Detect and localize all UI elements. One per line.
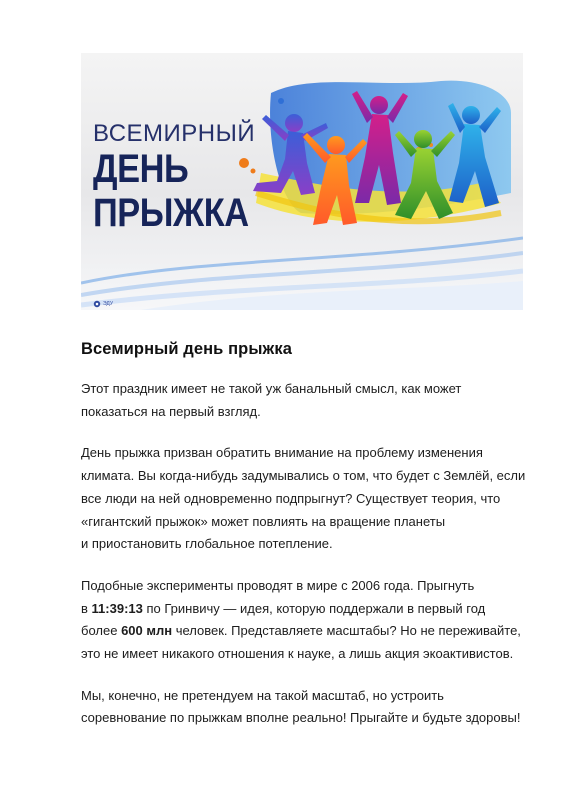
- participant-count: 600 млн: [121, 623, 173, 639]
- text-line: это не имеет никакого отношения к науке, а лишь акция экоактивистов.: [81, 646, 514, 662]
- text-line: показаться на первый взгляд.: [81, 403, 261, 419]
- banner-title-line2: ДЕНЬ: [93, 147, 189, 191]
- banner-image: [81, 53, 523, 310]
- paragraph-purpose: [81, 442, 531, 556]
- text-line: все люди на ней одновременно подпрыгнут? Существует теория, что: [81, 490, 501, 506]
- paragraph-experiments: [81, 575, 531, 666]
- logo-icon: [93, 300, 101, 308]
- text-line: Мы, конечно, не претендуем на такой масштаб, но устроить: [81, 687, 444, 703]
- text-line: и приостановить глобальное потепление.: [81, 536, 333, 552]
- text-line: День прыжка призван обратить внимание на проблему изменения: [81, 445, 483, 461]
- paragraph-closing: [81, 685, 531, 730]
- text-line: «гигантский прыжок» может повлиять на вращение планеты: [81, 513, 446, 529]
- banner-logo: [93, 300, 113, 308]
- banner-title-line3: ПРЫЖКА: [93, 191, 249, 235]
- text-fragment: по Гринвичу — идея, которую поддержали в первый год: [142, 600, 486, 616]
- banner-title-line1: ВСЕМИРНЫЙ: [93, 120, 256, 147]
- text-line: климата. Вы когда-нибудь задумывались о том, что будет с Землёй, если: [81, 468, 526, 484]
- article: [81, 340, 531, 749]
- logo-text: ЭДУ: [103, 301, 114, 307]
- text-fragment: более: [81, 623, 122, 639]
- text-line: Подобные эксперименты проводят в мире с 2006 года. Прыгнуть: [81, 577, 475, 593]
- paragraph-intro: [81, 378, 531, 423]
- text-fragment: в: [81, 600, 92, 616]
- text-line: Этот праздник имеет не такой уж банальный смысл, как может: [81, 381, 462, 396]
- jump-time: 11:39:13: [91, 600, 143, 616]
- text-fragment: человек. Представляете масштабы? Но не переживайте,: [172, 623, 521, 639]
- text-line: соревнование по прыжкам вполне реально! Прыгайте и будьте здоровы!: [81, 710, 521, 726]
- article-title: Всемирный день прыжка: [81, 340, 292, 358]
- banner-title: [93, 121, 274, 235]
